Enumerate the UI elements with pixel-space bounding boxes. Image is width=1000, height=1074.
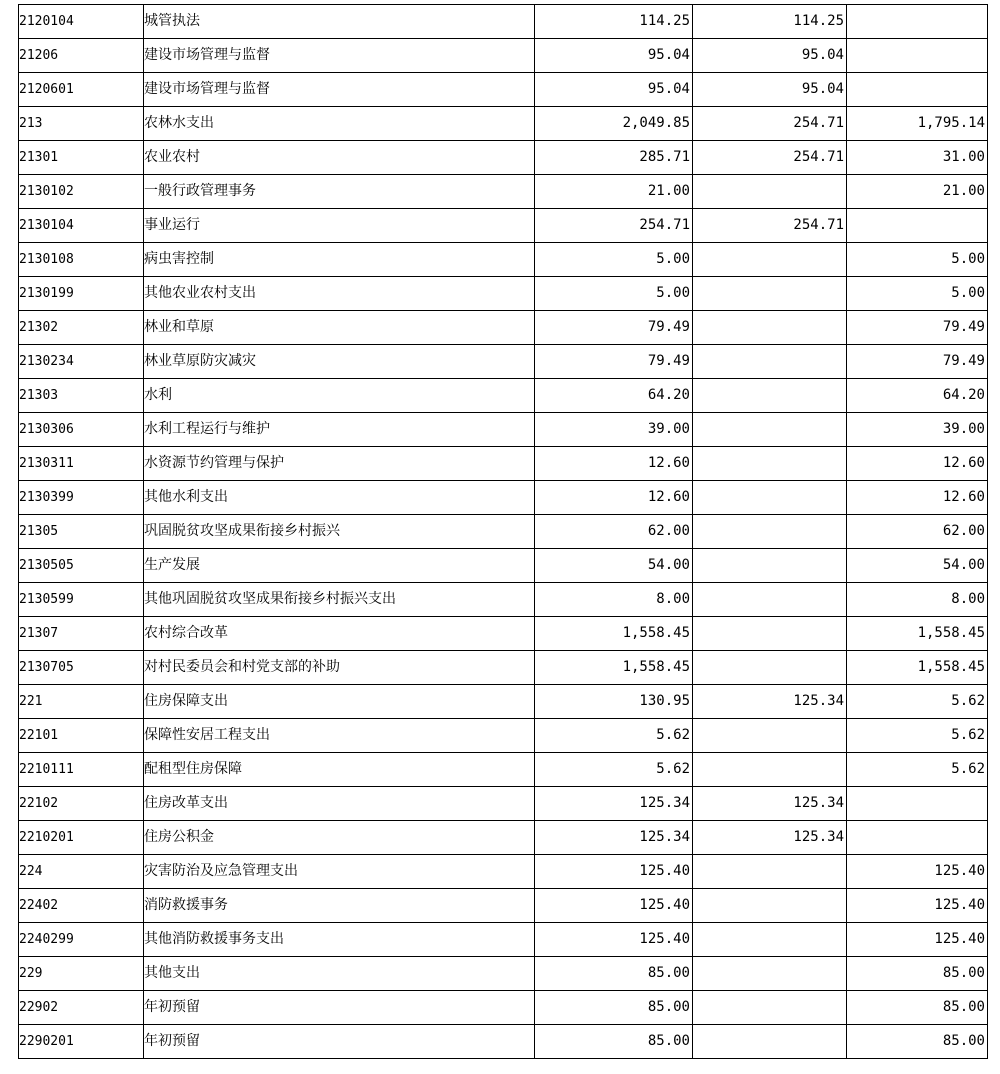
- total-amount-cell: 125.40: [535, 855, 693, 889]
- table-row: [19, 141, 988, 175]
- basic-expenditure-cell: [693, 277, 847, 311]
- basic-expenditure-cell: 254.71: [693, 141, 847, 175]
- table-row: [19, 379, 988, 413]
- category-code-cell: 2120104: [19, 5, 144, 39]
- category-name-cell: 建设市场管理与监督: [144, 73, 535, 107]
- project-expenditure-cell: [847, 39, 988, 73]
- table-row: [19, 481, 988, 515]
- table-row: [19, 787, 988, 821]
- total-amount-cell: 1,558.45: [535, 651, 693, 685]
- total-amount-cell: 5.62: [535, 719, 693, 753]
- category-name-cell: 林业和草原: [144, 311, 535, 345]
- basic-expenditure-cell: [693, 583, 847, 617]
- category-code-cell: 2130306: [19, 413, 144, 447]
- total-amount-cell: 2,049.85: [535, 107, 693, 141]
- basic-expenditure-cell: 114.25: [693, 5, 847, 39]
- basic-expenditure-cell: [693, 923, 847, 957]
- category-name-cell: 其他农业农村支出: [144, 277, 535, 311]
- category-name-cell: 住房保障支出: [144, 685, 535, 719]
- project-expenditure-cell: 39.00: [847, 413, 988, 447]
- total-amount-cell: 254.71: [535, 209, 693, 243]
- total-amount-cell: 285.71: [535, 141, 693, 175]
- total-amount-cell: 85.00: [535, 1025, 693, 1059]
- total-amount-cell: 62.00: [535, 515, 693, 549]
- project-expenditure-cell: 21.00: [847, 175, 988, 209]
- category-name-cell: 其他消防救援事务支出: [144, 923, 535, 957]
- category-code-cell: 2120601: [19, 73, 144, 107]
- project-expenditure-cell: 1,795.14: [847, 107, 988, 141]
- category-name-cell: 一般行政管理事务: [144, 175, 535, 209]
- table-row: [19, 957, 988, 991]
- category-code-cell: 221: [19, 685, 144, 719]
- table-row: [19, 39, 988, 73]
- project-expenditure-cell: 5.62: [847, 719, 988, 753]
- project-expenditure-cell: 64.20: [847, 379, 988, 413]
- category-name-cell: 消防救援事务: [144, 889, 535, 923]
- category-code-cell: 2290201: [19, 1025, 144, 1059]
- table-row: [19, 719, 988, 753]
- project-expenditure-cell: [847, 821, 988, 855]
- total-amount-cell: 125.40: [535, 889, 693, 923]
- basic-expenditure-cell: 95.04: [693, 39, 847, 73]
- category-name-cell: 病虫害控制: [144, 243, 535, 277]
- table-row: [19, 73, 988, 107]
- category-name-cell: 水利工程运行与维护: [144, 413, 535, 447]
- category-name-cell: 水利: [144, 379, 535, 413]
- table-row: [19, 209, 988, 243]
- total-amount-cell: 39.00: [535, 413, 693, 447]
- category-code-cell: 22101: [19, 719, 144, 753]
- basic-expenditure-cell: [693, 1025, 847, 1059]
- table-row: [19, 277, 988, 311]
- project-expenditure-cell: 125.40: [847, 923, 988, 957]
- basic-expenditure-cell: [693, 549, 847, 583]
- table-row: [19, 651, 988, 685]
- category-name-cell: 住房改革支出: [144, 787, 535, 821]
- project-expenditure-cell: 85.00: [847, 991, 988, 1025]
- category-code-cell: 2130599: [19, 583, 144, 617]
- category-code-cell: 229: [19, 957, 144, 991]
- basic-expenditure-cell: 125.34: [693, 821, 847, 855]
- basic-expenditure-cell: [693, 753, 847, 787]
- category-code-cell: 2210111: [19, 753, 144, 787]
- category-code-cell: 2130705: [19, 651, 144, 685]
- category-code-cell: 21301: [19, 141, 144, 175]
- table-row: [19, 617, 988, 651]
- project-expenditure-cell: 85.00: [847, 1025, 988, 1059]
- category-name-cell: 巩固脱贫攻坚成果衔接乡村振兴: [144, 515, 535, 549]
- category-name-cell: 保障性安居工程支出: [144, 719, 535, 753]
- table-row: [19, 175, 988, 209]
- category-name-cell: 灾害防治及应急管理支出: [144, 855, 535, 889]
- category-name-cell: 住房公积金: [144, 821, 535, 855]
- table-row: [19, 345, 988, 379]
- project-expenditure-cell: 5.62: [847, 753, 988, 787]
- category-name-cell: 林业草原防灾减灾: [144, 345, 535, 379]
- project-expenditure-cell: [847, 5, 988, 39]
- table-row: [19, 821, 988, 855]
- project-expenditure-cell: [847, 73, 988, 107]
- basic-expenditure-cell: 125.34: [693, 685, 847, 719]
- category-code-cell: 21307: [19, 617, 144, 651]
- category-code-cell: 22102: [19, 787, 144, 821]
- category-code-cell: 2130234: [19, 345, 144, 379]
- category-code-cell: 2130399: [19, 481, 144, 515]
- total-amount-cell: 12.60: [535, 447, 693, 481]
- basic-expenditure-cell: [693, 617, 847, 651]
- category-code-cell: 2130104: [19, 209, 144, 243]
- category-code-cell: 2130199: [19, 277, 144, 311]
- total-amount-cell: 95.04: [535, 73, 693, 107]
- table-row: [19, 923, 988, 957]
- basic-expenditure-cell: [693, 243, 847, 277]
- category-name-cell: 年初预留: [144, 991, 535, 1025]
- total-amount-cell: 79.49: [535, 345, 693, 379]
- table-row: [19, 447, 988, 481]
- table-row: [19, 583, 988, 617]
- category-name-cell: 农林水支出: [144, 107, 535, 141]
- total-amount-cell: 64.20: [535, 379, 693, 413]
- total-amount-cell: 114.25: [535, 5, 693, 39]
- basic-expenditure-cell: [693, 957, 847, 991]
- total-amount-cell: 1,558.45: [535, 617, 693, 651]
- project-expenditure-cell: 1,558.45: [847, 617, 988, 651]
- basic-expenditure-cell: [693, 855, 847, 889]
- project-expenditure-cell: 1,558.45: [847, 651, 988, 685]
- project-expenditure-cell: [847, 787, 988, 821]
- basic-expenditure-cell: [693, 175, 847, 209]
- total-amount-cell: 21.00: [535, 175, 693, 209]
- total-amount-cell: 95.04: [535, 39, 693, 73]
- table-row: [19, 753, 988, 787]
- basic-expenditure-cell: 254.71: [693, 209, 847, 243]
- basic-expenditure-cell: [693, 413, 847, 447]
- basic-expenditure-cell: [693, 447, 847, 481]
- category-code-cell: 2240299: [19, 923, 144, 957]
- project-expenditure-cell: [847, 209, 988, 243]
- category-code-cell: 2130108: [19, 243, 144, 277]
- project-expenditure-cell: 8.00: [847, 583, 988, 617]
- basic-expenditure-cell: [693, 889, 847, 923]
- total-amount-cell: 125.34: [535, 821, 693, 855]
- total-amount-cell: 5.62: [535, 753, 693, 787]
- category-name-cell: 年初预留: [144, 1025, 535, 1059]
- total-amount-cell: 125.34: [535, 787, 693, 821]
- category-name-cell: 其他支出: [144, 957, 535, 991]
- table-body: [19, 5, 988, 1059]
- category-name-cell: 水资源节约管理与保护: [144, 447, 535, 481]
- total-amount-cell: 85.00: [535, 991, 693, 1025]
- table-row: [19, 5, 988, 39]
- project-expenditure-cell: 125.40: [847, 889, 988, 923]
- category-name-cell: 城管执法: [144, 5, 535, 39]
- total-amount-cell: 125.40: [535, 923, 693, 957]
- table-row: [19, 107, 988, 141]
- category-name-cell: 事业运行: [144, 209, 535, 243]
- basic-expenditure-cell: [693, 379, 847, 413]
- basic-expenditure-cell: [693, 345, 847, 379]
- project-expenditure-cell: 5.00: [847, 277, 988, 311]
- category-name-cell: 生产发展: [144, 549, 535, 583]
- basic-expenditure-cell: 125.34: [693, 787, 847, 821]
- category-name-cell: 配租型住房保障: [144, 753, 535, 787]
- category-name-cell: 其他水利支出: [144, 481, 535, 515]
- basic-expenditure-cell: [693, 515, 847, 549]
- table-row: [19, 549, 988, 583]
- table-row: [19, 855, 988, 889]
- table-row: [19, 991, 988, 1025]
- category-code-cell: 21303: [19, 379, 144, 413]
- basic-expenditure-cell: [693, 311, 847, 345]
- table-row: [19, 311, 988, 345]
- table-row: [19, 413, 988, 447]
- basic-expenditure-cell: [693, 991, 847, 1025]
- project-expenditure-cell: 5.00: [847, 243, 988, 277]
- table-row: [19, 685, 988, 719]
- table-row: [19, 515, 988, 549]
- project-expenditure-cell: 79.49: [847, 345, 988, 379]
- basic-expenditure-cell: [693, 719, 847, 753]
- project-expenditure-cell: 79.49: [847, 311, 988, 345]
- basic-expenditure-cell: [693, 481, 847, 515]
- total-amount-cell: 79.49: [535, 311, 693, 345]
- category-code-cell: 213: [19, 107, 144, 141]
- basic-expenditure-cell: [693, 651, 847, 685]
- project-expenditure-cell: 12.60: [847, 481, 988, 515]
- table-row: [19, 1025, 988, 1059]
- category-name-cell: 对村民委员会和村党支部的补助: [144, 651, 535, 685]
- category-name-cell: 其他巩固脱贫攻坚成果衔接乡村振兴支出: [144, 583, 535, 617]
- category-code-cell: 2130102: [19, 175, 144, 209]
- category-code-cell: 224: [19, 855, 144, 889]
- category-code-cell: 22402: [19, 889, 144, 923]
- basic-expenditure-cell: 254.71: [693, 107, 847, 141]
- category-code-cell: 21305: [19, 515, 144, 549]
- category-name-cell: 农业农村: [144, 141, 535, 175]
- category-code-cell: 21302: [19, 311, 144, 345]
- table-row: [19, 889, 988, 923]
- category-name-cell: 农村综合改革: [144, 617, 535, 651]
- total-amount-cell: 12.60: [535, 481, 693, 515]
- category-code-cell: 2130311: [19, 447, 144, 481]
- basic-expenditure-cell: 95.04: [693, 73, 847, 107]
- table-row: [19, 243, 988, 277]
- total-amount-cell: 85.00: [535, 957, 693, 991]
- budget-expenditure-table: [18, 4, 988, 1059]
- project-expenditure-cell: 31.00: [847, 141, 988, 175]
- project-expenditure-cell: 54.00: [847, 549, 988, 583]
- project-expenditure-cell: 5.62: [847, 685, 988, 719]
- total-amount-cell: 5.00: [535, 277, 693, 311]
- category-code-cell: 21206: [19, 39, 144, 73]
- category-code-cell: 22902: [19, 991, 144, 1025]
- category-name-cell: 建设市场管理与监督: [144, 39, 535, 73]
- category-code-cell: 2130505: [19, 549, 144, 583]
- total-amount-cell: 8.00: [535, 583, 693, 617]
- project-expenditure-cell: 125.40: [847, 855, 988, 889]
- project-expenditure-cell: 12.60: [847, 447, 988, 481]
- project-expenditure-cell: 62.00: [847, 515, 988, 549]
- project-expenditure-cell: 85.00: [847, 957, 988, 991]
- total-amount-cell: 54.00: [535, 549, 693, 583]
- total-amount-cell: 5.00: [535, 243, 693, 277]
- total-amount-cell: 130.95: [535, 685, 693, 719]
- category-code-cell: 2210201: [19, 821, 144, 855]
